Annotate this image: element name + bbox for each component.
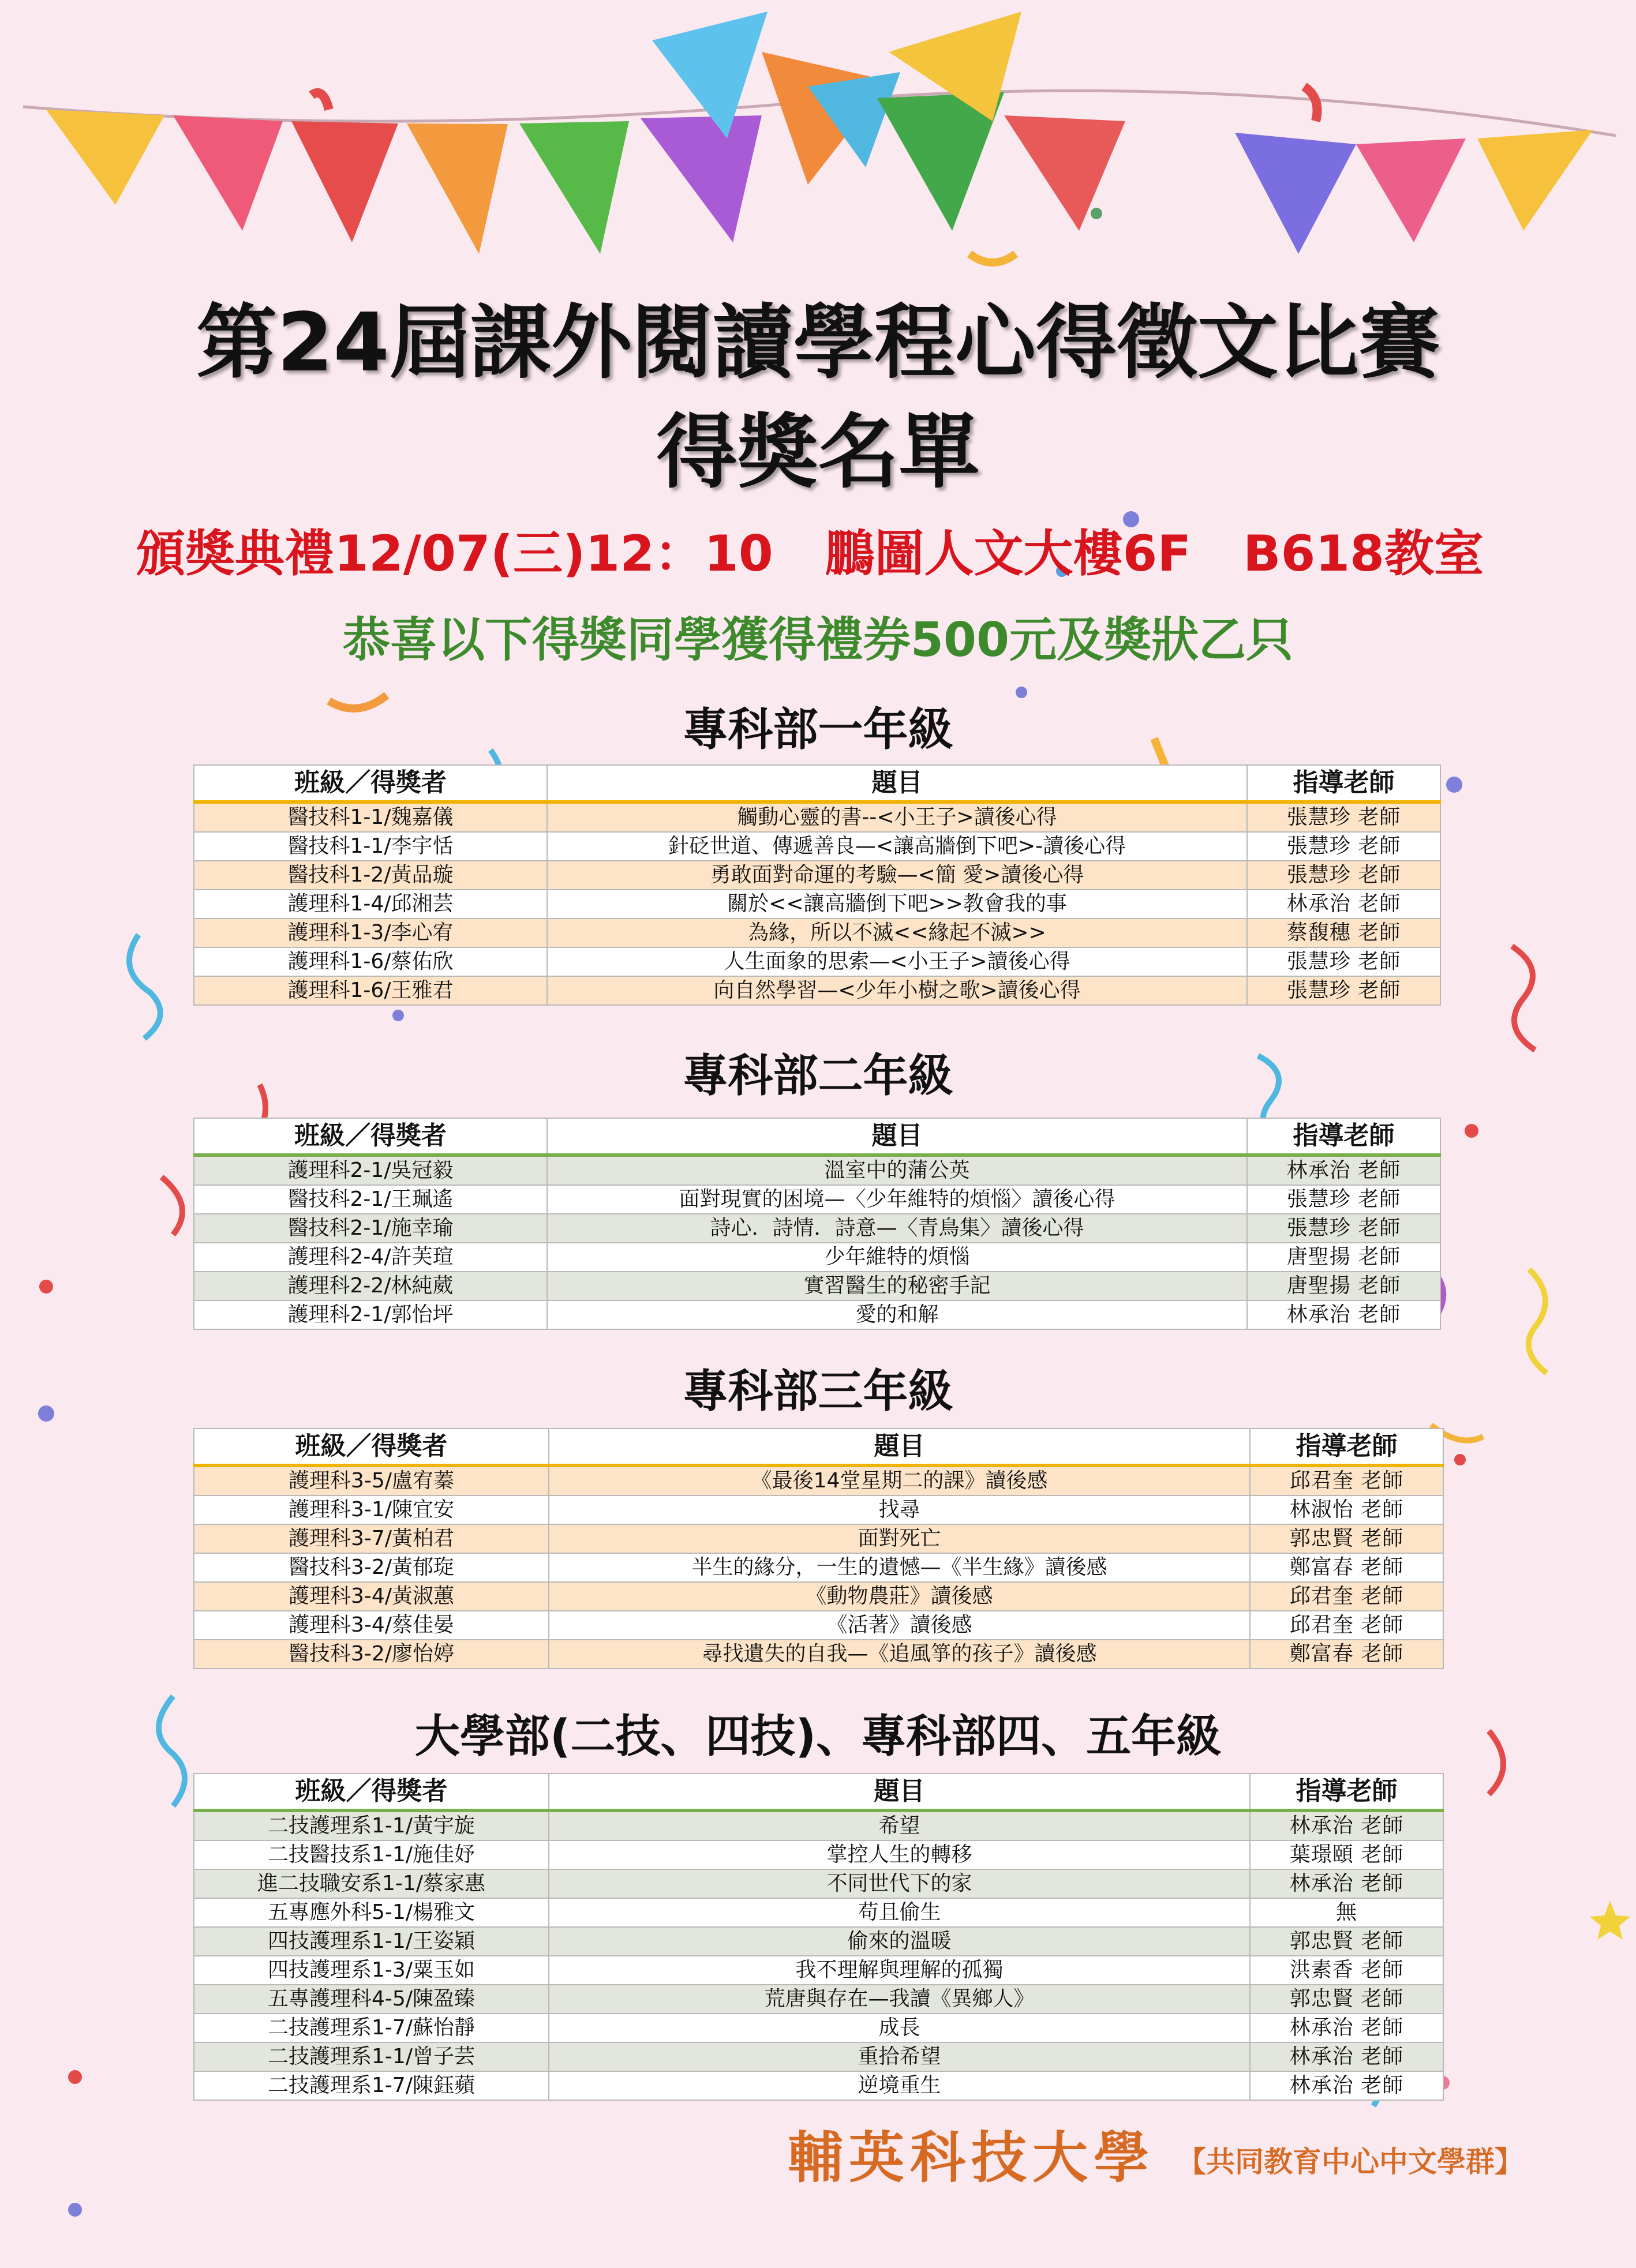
cell-student: 護理科2-2/林純葳 <box>194 1272 547 1300</box>
header-student: 班級／得獎者 <box>194 765 547 802</box>
cell-topic: 重拾希望 <box>549 2042 1250 2071</box>
header-student: 班級／得獎者 <box>194 1118 547 1155</box>
header-topic: 題目 <box>547 1118 1247 1155</box>
cell-student: 醫技科2-1/王珮遙 <box>194 1185 547 1214</box>
cell-topic: 偷來的溫暖 <box>549 1927 1250 1956</box>
cell-student: 二技護理系1-7/陳鈺蘋 <box>194 2071 549 2100</box>
header-student: 班級／得獎者 <box>194 1774 549 1810</box>
cell-teacher: 洪素香 老師 <box>1250 1956 1443 1985</box>
cell-teacher: 林承治 老師 <box>1250 2042 1443 2071</box>
cell-teacher: 葉璟頤 老師 <box>1250 1840 1443 1869</box>
cell-topic: 人生面象的思索—<小王子>讀後心得 <box>547 947 1247 976</box>
cell-teacher: 無 <box>1250 1898 1443 1927</box>
table-row <box>194 1155 1440 1185</box>
cell-student: 進二技職安系1-1/蔡家惠 <box>194 1869 549 1898</box>
header-topic: 題目 <box>549 1429 1250 1465</box>
cell-topic: 愛的和解 <box>547 1300 1247 1329</box>
table-row <box>194 1214 1440 1243</box>
cell-student: 護理科3-4/黃淑蕙 <box>194 1582 549 1611</box>
award-table-year1 <box>193 764 1441 1006</box>
table-row <box>194 1869 1443 1898</box>
cell-teacher: 邱君奎 老師 <box>1250 1465 1443 1495</box>
cell-teacher: 林承治 老師 <box>1250 2071 1443 2100</box>
cell-teacher: 林承治 老師 <box>1250 1810 1443 1840</box>
cell-student: 四技護理系1-1/王姿穎 <box>194 1927 549 1956</box>
cell-student: 醫技科1-2/黃品璇 <box>194 861 547 890</box>
cell-student: 五專應外科5-1/楊雅文 <box>194 1898 549 1927</box>
cell-student: 醫技科1-1/魏嘉儀 <box>194 802 547 832</box>
table-row <box>194 1810 1443 1840</box>
flag-yellow <box>46 110 164 205</box>
bunting-flags <box>46 12 1593 254</box>
cell-topic: 針砭世道、傳遞善良—<讓高牆倒下吧>-讀後心得 <box>547 832 1247 861</box>
flag-red-check <box>291 121 398 242</box>
cell-student: 護理科1-3/李心宥 <box>194 919 547 947</box>
cell-topic: 勇敢面對命運的考驗—<簡 愛>讀後心得 <box>547 861 1247 890</box>
page-subtitle: 得獎名單 <box>656 406 980 500</box>
cell-topic: 《活著》讀後感 <box>549 1611 1250 1640</box>
cell-topic: 尋找遺失的自我—《追風箏的孩子》讀後感 <box>549 1640 1250 1669</box>
table-row <box>194 1243 1440 1272</box>
table-row <box>194 2014 1443 2042</box>
cell-student: 醫技科1-1/李宇恬 <box>194 832 547 861</box>
table-row <box>194 2042 1443 2071</box>
table-row <box>194 1840 1443 1869</box>
cell-student: 護理科1-4/邱湘芸 <box>194 890 547 919</box>
table-row <box>194 1985 1443 2014</box>
cell-student: 護理科1-6/王雅君 <box>194 976 547 1005</box>
table-row <box>194 1927 1443 1956</box>
cell-topic: 向自然學習—<少年小樹之歌>讀後心得 <box>547 976 1247 1005</box>
cell-topic: 荒唐與存在—我讀《異鄉人》 <box>549 1985 1250 2014</box>
cell-teacher: 邱君奎 老師 <box>1250 1611 1443 1640</box>
table-row <box>194 1898 1443 1927</box>
table-row <box>194 1524 1443 1553</box>
cell-student: 二技護理系1-1/曾子芸 <box>194 2042 549 2071</box>
table-header <box>194 1774 1443 1810</box>
cell-teacher: 唐聖揚 老師 <box>1247 1272 1440 1300</box>
cell-teacher: 張慧珍 老師 <box>1247 802 1440 832</box>
cell-student: 護理科3-5/盧宥蓁 <box>194 1465 549 1495</box>
cell-topic: 希望 <box>549 1810 1250 1840</box>
cell-topic: 逆境重生 <box>549 2071 1250 2100</box>
section-title-year3: 專科部三年級 <box>683 1366 953 1418</box>
table-row <box>194 1611 1443 1640</box>
cell-teacher: 張慧珍 老師 <box>1247 976 1440 1005</box>
cell-student: 二技醫技系1-1/施佳妤 <box>194 1840 549 1869</box>
cell-topic: 成長 <box>549 2014 1250 2042</box>
cell-topic: 觸動心靈的書--<小王子>讀後心得 <box>547 802 1247 832</box>
section-title-university: 大學部(二技、四技)、專科部四、五年級 <box>414 1711 1222 1763</box>
ceremony-info: 頒獎典禮12/07(三)12：10 鵬圖人文大樓6F B618教室 <box>136 525 1484 583</box>
table-row <box>194 919 1440 947</box>
table-row <box>194 1640 1443 1669</box>
flag-orange <box>407 123 508 254</box>
flag-blue-2 <box>1235 133 1356 254</box>
cell-topic: 面對現實的困境—〈少年維特的煩惱〉讀後心得 <box>547 1185 1247 1214</box>
cell-teacher: 張慧珍 老師 <box>1247 832 1440 861</box>
header-student: 班級／得獎者 <box>194 1429 549 1465</box>
table-row <box>194 1495 1443 1524</box>
footer-school-name: 輔英科技大學 <box>788 2125 1155 2190</box>
table-header <box>194 765 1440 802</box>
cell-student: 四技護理系1-3/粟玉如 <box>194 1956 549 1985</box>
cell-teacher: 林承治 老師 <box>1247 1155 1440 1185</box>
cell-teacher: 林承治 老師 <box>1250 1869 1443 1898</box>
header-topic: 題目 <box>547 765 1247 802</box>
congrats-message: 恭喜以下得獎同學獲得禮券500元及獎狀乙只 <box>342 613 1294 668</box>
cell-topic: 少年維特的煩惱 <box>547 1243 1247 1272</box>
cell-student: 醫技科3-2/廖怡婷 <box>194 1640 549 1669</box>
table-row <box>194 890 1440 919</box>
flag-pink <box>173 115 283 231</box>
table-row <box>194 1185 1440 1214</box>
cell-student: 護理科2-1/吳冠毅 <box>194 1155 547 1185</box>
cell-teacher: 林承治 老師 <box>1247 890 1440 919</box>
cell-student: 護理科3-1/陳宜安 <box>194 1495 549 1524</box>
award-table-university <box>193 1773 1444 2101</box>
header-teacher: 指導老師 <box>1250 1774 1443 1810</box>
cell-student: 二技護理系1-7/蘇怡靜 <box>194 2014 549 2042</box>
footer-department: 【共同教育中心中文學群】 <box>1177 2145 1523 2179</box>
cell-student: 護理科3-4/蔡佳晏 <box>194 1611 549 1640</box>
page-title: 第24屆課外閱讀學程心得徵文比賽 <box>196 296 1440 390</box>
cell-teacher: 張慧珍 老師 <box>1247 1185 1440 1214</box>
section-title-year1: 專科部一年級 <box>683 704 953 756</box>
table-row <box>194 2071 1443 2100</box>
section-title-year2: 專科部二年級 <box>683 1050 953 1102</box>
cell-teacher: 林淑怡 老師 <box>1250 1495 1443 1524</box>
header-topic: 題目 <box>549 1774 1250 1810</box>
cell-topic: 掌控人生的轉移 <box>549 1840 1250 1869</box>
table-row <box>194 1300 1440 1329</box>
cell-topic: 為緣，所以不滅<<緣起不滅>> <box>547 919 1247 947</box>
cell-topic: 詩心．詩情．詩意—〈青鳥集〉讀後心得 <box>547 1214 1247 1243</box>
award-table-year3 <box>193 1428 1444 1669</box>
table-row <box>194 832 1440 861</box>
table-row <box>194 976 1440 1005</box>
table-row <box>194 1272 1440 1300</box>
cell-teacher: 張慧珍 老師 <box>1247 861 1440 890</box>
cell-student: 醫技科3-2/黃郁琁 <box>194 1553 549 1582</box>
table-header <box>194 1429 1443 1465</box>
award-table-year2 <box>193 1118 1441 1330</box>
cell-topic: 半生的緣分，一生的遺憾—《半生緣》讀後感 <box>549 1553 1250 1582</box>
cell-topic: 《動物農莊》讀後感 <box>549 1582 1250 1611</box>
table-row <box>194 861 1440 890</box>
cell-student: 護理科1-6/蔡佑欣 <box>194 947 547 976</box>
cell-teacher: 邱君奎 老師 <box>1250 1582 1443 1611</box>
cell-topic: 不同世代下的家 <box>549 1869 1250 1898</box>
cell-teacher: 唐聖揚 老師 <box>1247 1243 1440 1272</box>
cell-teacher: 鄭富春 老師 <box>1250 1640 1443 1669</box>
header-teacher: 指導老師 <box>1250 1429 1443 1465</box>
flag-purple <box>641 115 762 242</box>
table-row <box>194 1956 1443 1985</box>
flag-green <box>519 121 629 254</box>
cell-student: 護理科2-1/郭怡坪 <box>194 1300 547 1329</box>
table-row <box>194 1465 1443 1495</box>
cell-student: 五專護理科4-5/陳盈臻 <box>194 1985 549 2014</box>
flag-pink-2 <box>1356 138 1466 242</box>
cell-teacher: 鄭富春 老師 <box>1250 1553 1443 1582</box>
header-teacher: 指導老師 <box>1247 1118 1440 1155</box>
cell-topic: 我不理解與理解的孤獨 <box>549 1956 1250 1985</box>
cell-topic: 關於<<讓高牆倒下吧>>教會我的事 <box>547 890 1247 919</box>
cell-student: 醫技科2-1/施幸瑜 <box>194 1214 547 1243</box>
cell-teacher: 張慧珍 老師 <box>1247 1214 1440 1243</box>
cell-teacher: 郭忠賢 老師 <box>1250 1985 1443 2014</box>
cell-teacher: 郭忠賢 老師 <box>1250 1927 1443 1956</box>
cell-student: 護理科2-4/許芙瑄 <box>194 1243 547 1272</box>
cell-topic: 溫室中的蒲公英 <box>547 1155 1247 1185</box>
cell-teacher: 蔡馥穗 老師 <box>1247 919 1440 947</box>
cell-topic: 面對死亡 <box>549 1524 1250 1553</box>
flag-red <box>1004 115 1125 231</box>
cell-student: 二技護理系1-1/黃宇旋 <box>194 1810 549 1840</box>
cell-student: 護理科3-7/黃柏君 <box>194 1524 549 1553</box>
cell-topic: 苟且偷生 <box>549 1898 1250 1927</box>
cell-topic: 實習醫生的秘密手記 <box>547 1272 1247 1300</box>
table-row <box>194 1553 1443 1582</box>
cell-teacher: 張慧珍 老師 <box>1247 947 1440 976</box>
table-header <box>194 1118 1440 1155</box>
cell-teacher: 林承治 老師 <box>1250 2014 1443 2042</box>
table-row <box>194 802 1440 832</box>
table-row <box>194 1582 1443 1611</box>
cell-teacher: 郭忠賢 老師 <box>1250 1524 1443 1553</box>
header-teacher: 指導老師 <box>1247 765 1440 802</box>
cell-topic: 《最後14堂星期二的課》讀後感 <box>549 1465 1250 1495</box>
table-row <box>194 947 1440 976</box>
flag-yellow-2 <box>1477 130 1593 231</box>
cell-topic: 找尋 <box>549 1495 1250 1524</box>
cell-teacher: 林承治 老師 <box>1247 1300 1440 1329</box>
